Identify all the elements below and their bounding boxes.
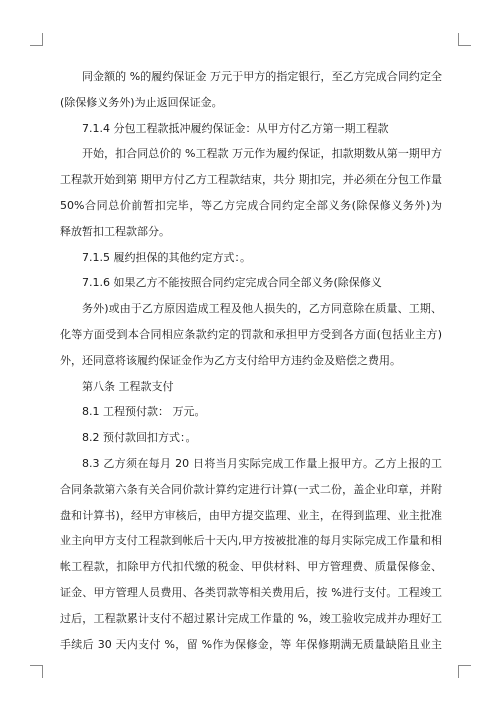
crop-mark-bottom-right bbox=[458, 665, 471, 678]
text-line: 帐工程款，扣除甲方代扣代缴的税金、甲供材料、甲方管理费、质量保修金、 bbox=[60, 560, 442, 574]
document-body bbox=[60, 64, 442, 657]
text-line: 化等方面受到本合同相应条款约定的罚款和承担甲方受到各方面(包括业主方) bbox=[60, 327, 442, 341]
text-line: 过后，工程款累计支付不超过累计完成工作量的 %，竣工验收完成并办理好工 bbox=[60, 611, 442, 625]
text-line: 释放暂扣工程款部分。 bbox=[60, 224, 170, 238]
text-line: 7.1.4 分包工程款抵冲履约保证金：从甲方付乙方第一期工程款 bbox=[82, 121, 389, 135]
crop-mark-bottom-left bbox=[30, 665, 43, 678]
crop-mark-top-left bbox=[30, 33, 43, 46]
text-line: 50%合同总价前暂扣完毕，等乙方完成合同约定全部义务(除保修义务外)为 bbox=[60, 198, 442, 212]
text-line: 盘和计算书)，经甲方审核后，由甲方提交监理、业主，在得到监理、业主批准 bbox=[60, 508, 442, 522]
text-line: 7.1.5 履约担保的其他约定方式：。 bbox=[82, 250, 251, 264]
text-line: 务外)或由于乙方原因造成工程及他人损失的，乙方同意除在质量、工期、 bbox=[82, 302, 442, 316]
text-line: 7.1.6 如果乙方不能按照合同约定完成合同全部义务(除保修义 bbox=[82, 276, 382, 290]
text-line: 开始，扣合同总价的 %工程款 万元作为履约保证，扣款期数从第一期甲方 bbox=[82, 147, 442, 161]
text-line: 同金额的 %的履约保证金 万元于甲方的指定银行，至乙方完成合同约定全 bbox=[82, 70, 442, 83]
text-line: 手续后 30 天内支付 %，留 %作为保修金，等 年保修期满无质量缺陷且业主 bbox=[60, 637, 442, 651]
text-line: 合同条款第六条有关合同价款计算约定进行计算(一式二份，盖企业印章，并附 bbox=[60, 482, 442, 496]
text-line: 业主向甲方支付工程款到帐后十天内,甲方按被批准的每月实际完成工作量和相 bbox=[60, 534, 442, 548]
text-line: 第八条 工程款支付 bbox=[82, 379, 174, 393]
crop-mark-top-right bbox=[458, 33, 471, 46]
text-line: 8.3 乙方须在每月 20 日将当月实际完成工作量上报甲方。乙方上报的工 bbox=[82, 456, 442, 470]
text-line: 8.2 预付款回扣方式：。 bbox=[82, 431, 197, 445]
text-line: 证金、甲方管理人员费用、各类罚款等相关费用后，按 %进行支付。工程竣工 bbox=[60, 585, 442, 599]
text-line: 工程款开始到第 期甲方付乙方工程款结束，共分 期扣完，并必须在分包工作量 bbox=[60, 173, 442, 187]
text-line: 外，还同意将该履约保证金作为乙方支付给甲方违约金及赔偿之费用。 bbox=[60, 353, 401, 367]
text-line: (除保修义务外)为止返回保证金。 bbox=[60, 95, 223, 109]
text-line: 8.1 工程预付款： 万元。 bbox=[82, 405, 206, 419]
